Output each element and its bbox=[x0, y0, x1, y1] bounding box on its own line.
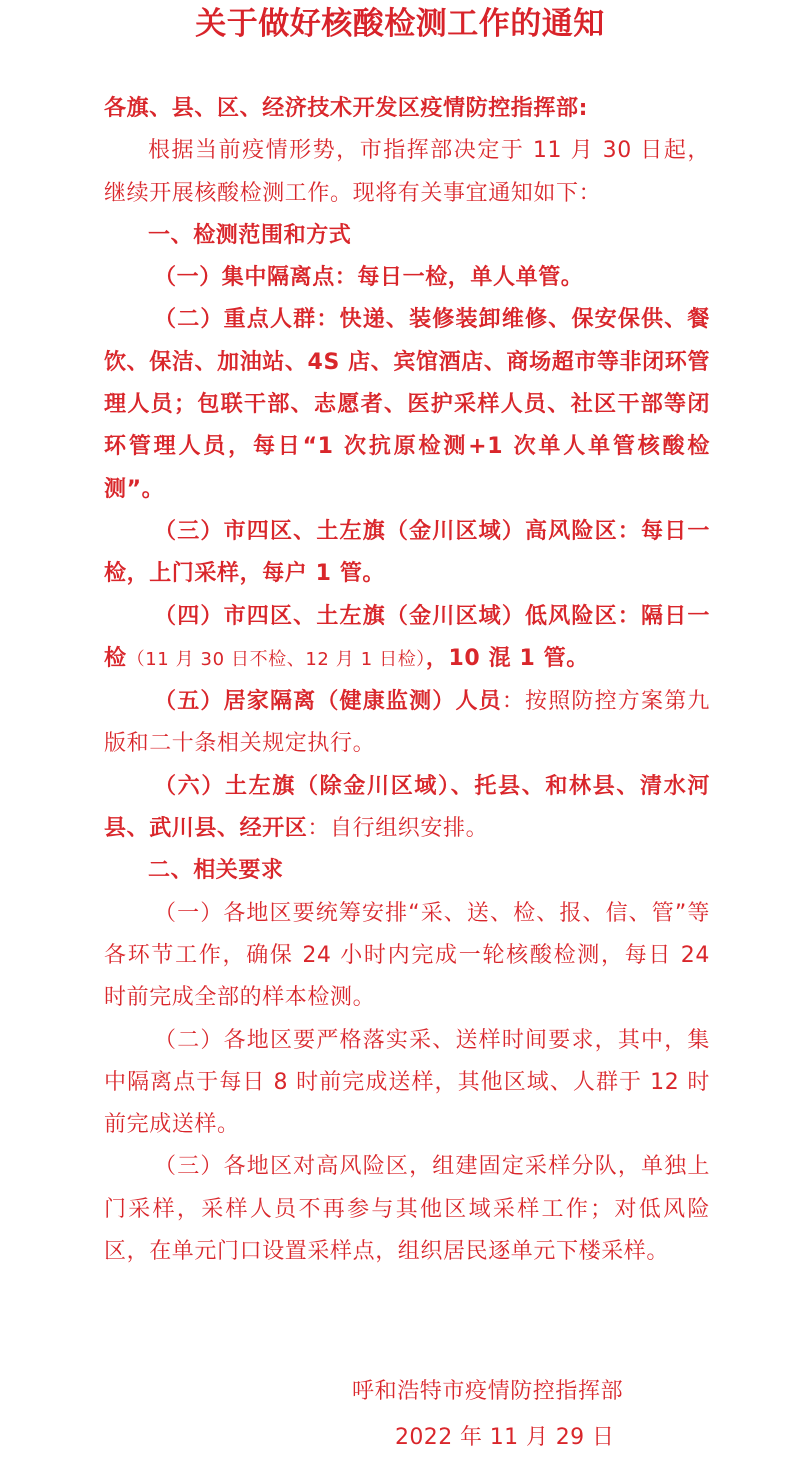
section1-item4-emphasis1: 隔日一检 bbox=[104, 603, 710, 671]
section2-heading: 二、相关要求 bbox=[148, 858, 284, 884]
section1-item1: （一）集中隔离点：每日一检，单人单管。 bbox=[154, 265, 584, 291]
document-body bbox=[104, 88, 710, 1273]
section1-item6-lead: （六）土左旗（除金川区域）、托县、和林县、清水河县、武川县、经开区 bbox=[104, 773, 710, 842]
signature: 呼和浩特市疫情防控指挥部 bbox=[352, 1379, 624, 1404]
section1-item3-lead: （三）市四区、土左旗（金川区域）高风险区： bbox=[154, 518, 641, 544]
section1-item2 bbox=[104, 299, 710, 510]
section2-item3: （三）各地区对高风险区，组建固定采样分队，单独上门采样，采样人员不再参与其他区域采样工作；对低风险区，在单元门口设置采样点，组织居民逐单元下楼采样。 bbox=[104, 1154, 710, 1265]
addressee: 各旗、县、区、经济技术开发区疫情防控指挥部: bbox=[104, 96, 588, 121]
section1-item3 bbox=[104, 511, 710, 596]
section1-item5-lead: （五）居家隔离（健康监测）人员 bbox=[154, 689, 502, 715]
section1-heading: 一、检测范围和方式 bbox=[148, 222, 352, 248]
section1-item4-lead: （四）市四区、土左旗（金川区域）低风险区： bbox=[154, 603, 641, 629]
section1-item6 bbox=[104, 766, 710, 851]
section2-item1: （一）各地区要统筹安排“采、送、检、报、信、管”等各环节工作，确保 24 小时内完成一轮核酸检测，每日 24 时前完成全部的样本检测。 bbox=[104, 900, 710, 1011]
section1-item6-rest: ：自行组织安排。 bbox=[307, 816, 489, 842]
section1-item3-emphasis: 每日一检，上门采样，每户 1 管。 bbox=[104, 518, 710, 587]
intro-paragraph: 根据当前疫情形势，市指挥部决定于 11 月 30 日起，继续开展核酸检测工作。现将有关事宜通知如下： bbox=[104, 138, 710, 206]
issue-date: 2022 年 11 月 29 日 bbox=[395, 1425, 615, 1450]
document-title: 关于做好核酸检测工作的通知 bbox=[195, 6, 605, 42]
section1-item2-emphasis: 每日“1 次抗原检测+1 次单人单管核酸检测”。 bbox=[104, 434, 710, 502]
section2-item2: （二）各地区要严格落实采、送样时间要求，其中，集中隔离点于每日 8 时前完成送样，其他区域、人群于 12 时前完成送样。 bbox=[104, 1027, 710, 1138]
section1-item4-emphasis2: ，10 混 1 管。 bbox=[425, 645, 589, 671]
section1-item4-note: （11 月 30 日不检、12 月 1 日检） bbox=[126, 648, 426, 670]
section1-item2-lead: （二）重点人群：快递、装修装卸维修、保安保供、餐饮、保洁、加油站、4S 店、宾馆酒店、商场超市等非闭环管理人员；包联干部、志愿者、医护采样人员、社区干部等闭环管理人员， bbox=[104, 307, 710, 460]
section1-item5-rest: ：按照防控方案第九版和二十条相关规定执行。 bbox=[104, 689, 710, 757]
section1-item5 bbox=[104, 681, 710, 766]
section1-item4 bbox=[104, 596, 710, 682]
